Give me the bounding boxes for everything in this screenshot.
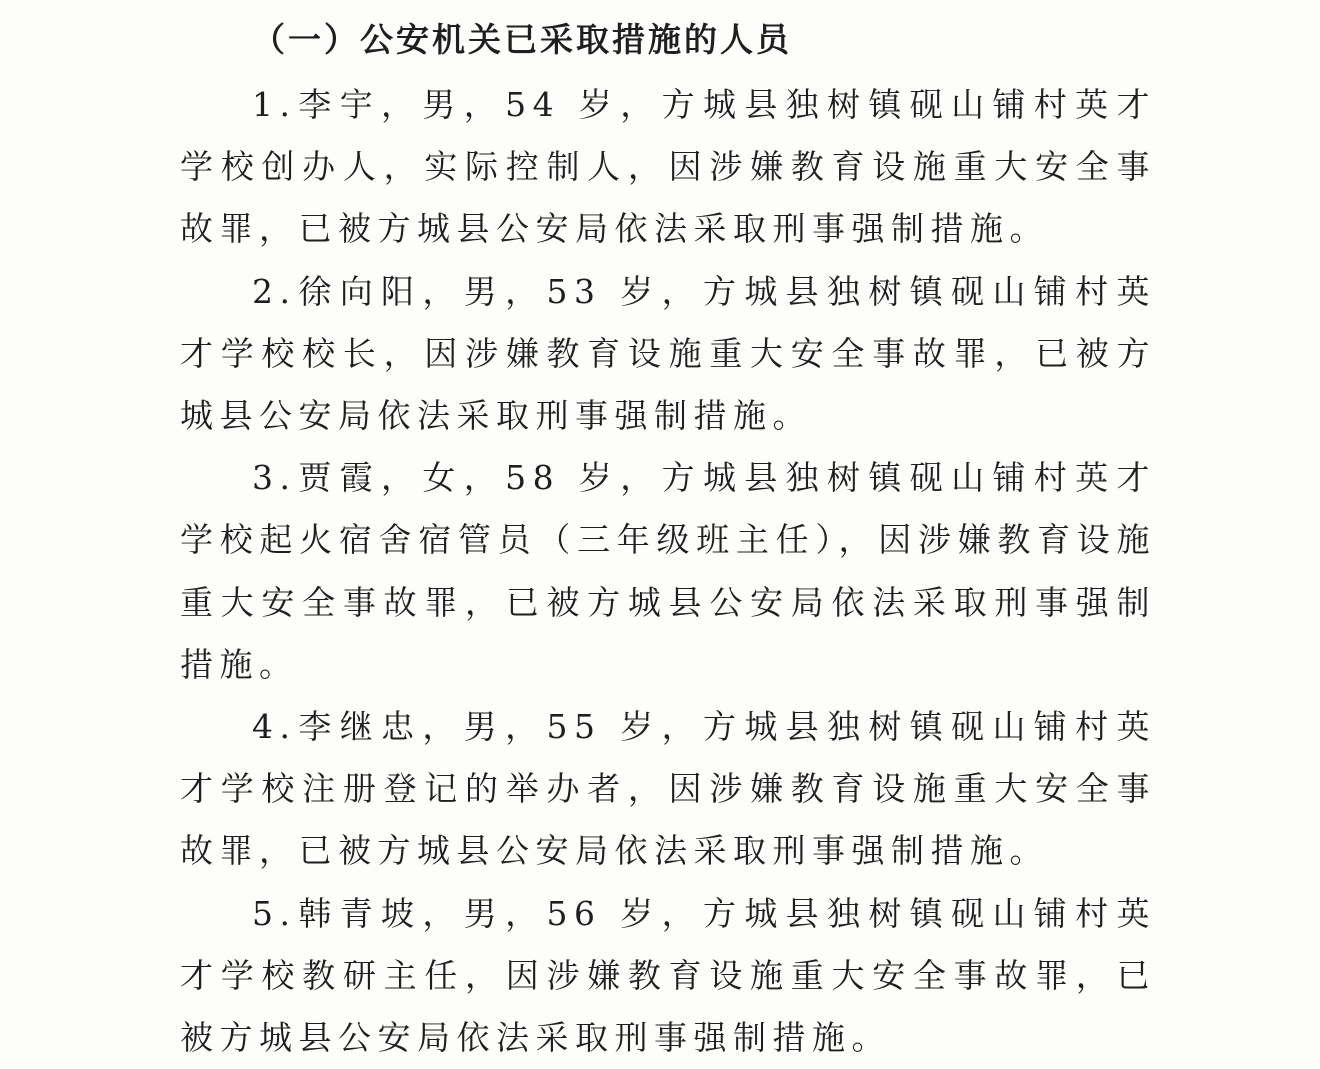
person-list	[180, 74, 1156, 1069]
person-entry-4: 4.李继忠，男，55 岁，方城县独树镇砚山铺村英才学校注册登记的举办者，因涉嫌教育设施重大安全事故罪，已被方城县公安局依法采取刑事强制措施。	[180, 707, 1156, 871]
section-heading: （一）公安机关已采取措施的人员	[252, 20, 792, 59]
person-entry-2: 2.徐向阳，男，53 岁，方城县独树镇砚山铺村英才学校校长，因涉嫌教育设施重大安全事故罪，已被方城县公安局依法采取刑事强制措施。	[180, 271, 1156, 436]
person-entry-5: 5.韩青坡，男，56 岁，方城县独树镇砚山铺村英才学校教研主任，因涉嫌教育设施重大安全事故罪，已被方城县公安局依法采取刑事强制措施。	[180, 893, 1156, 1058]
person-entry-3: 3.贾霞，女，58 岁，方城县独树镇砚山铺村英才学校起火宿舍宿管员（三年级班主任），因涉嫌教育设施重大安全事故罪，已被方城县公安局依法采取刑事强制措施。	[180, 458, 1156, 684]
person-entry-1: 1.李宇，男，54 岁，方城县独树镇砚山铺村英才学校创办人，实际控制人，因涉嫌教育设施重大安全事故罪，已被方城县公安局依法采取刑事强制措施。	[180, 85, 1156, 249]
